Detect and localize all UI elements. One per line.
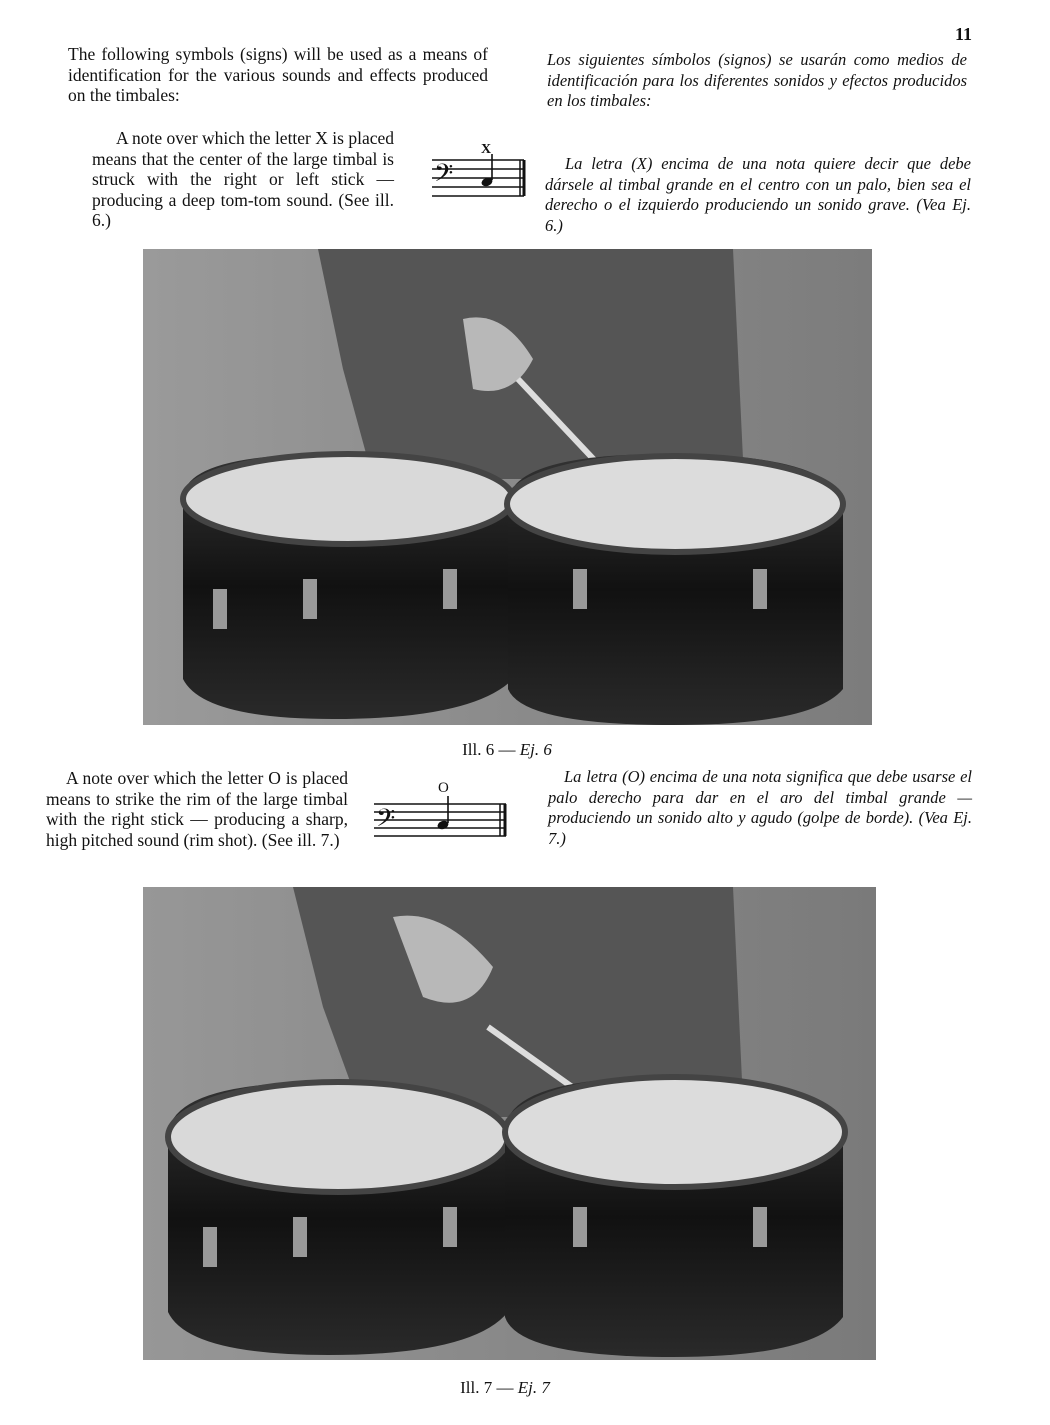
music-symbol-o (370, 776, 515, 846)
svg-text:𝄢: 𝄢 (434, 159, 454, 194)
section-x-spanish: La letra (X) encima de una nota quiere decir que debe dársele al timbal grande en el centro con un palo, bien sea el derecho o el izquierdo produciendo un sonido grave. (Vea Ej. 6.) (545, 154, 971, 235)
section-o-spanish: La letra (O) encima de una nota significa que debe usarse el palo derecho para dar en el aro del timbal grande — produciendo un sonido alto y agudo (golpe de borde). (Vea Ej. 7.) (548, 767, 972, 848)
caption-ill-6: Ill. 6 — Ej. 6 (462, 740, 552, 759)
symbol-letter-o: O (438, 780, 449, 796)
page-number: 11 (955, 24, 973, 44)
intro-english: The following symbols (signs) will be used as a means of identification for the various sounds and effects produced on the timbales: (68, 44, 488, 105)
photo-timbales-center-strike (143, 249, 872, 725)
section-o-english: A note over which the letter O is placed means to strike the rim of the large timbal with the right stick — producing a sharp, high pitched sound (rim shot). (See ill. 7.) (46, 768, 348, 850)
svg-text:𝄢: 𝄢 (376, 804, 396, 839)
section-x-english: A note over which the letter X is placed means that the center of the large timbal is struck with the right or left stick — producing a deep tom-tom sound. (See ill. 6.) (92, 128, 394, 230)
intro-spanish: Los siguientes símbolos (signos) se usarán como medios de identificación para los diferentes sonidos y efectos producidos en los timbales: (547, 50, 967, 110)
music-symbol-x (428, 140, 533, 208)
photo-timbales-rim-shot (143, 887, 876, 1360)
symbol-letter-x: X (481, 142, 492, 157)
caption-ill-7: Ill. 7 — Ej. 7 (460, 1378, 550, 1397)
